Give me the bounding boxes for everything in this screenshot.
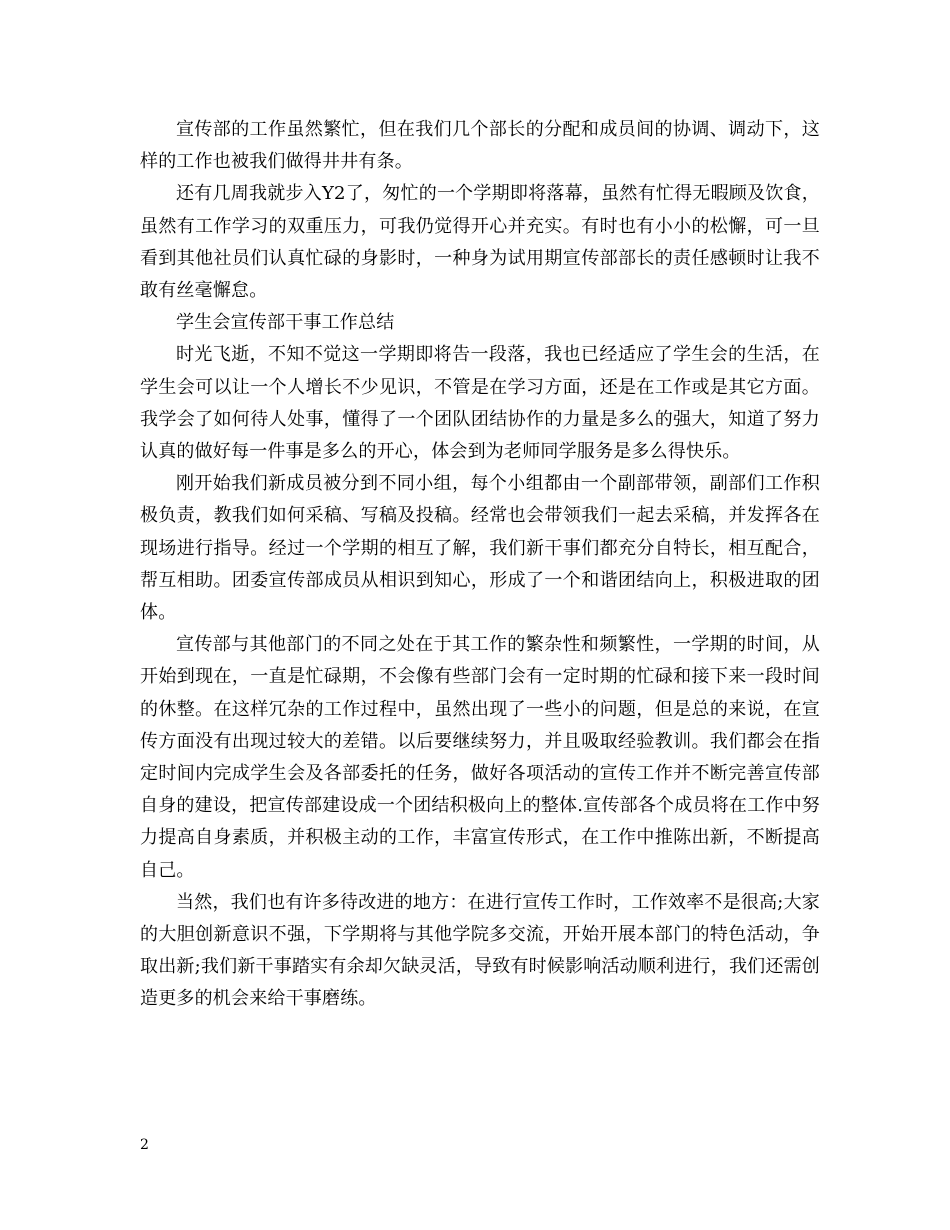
section-heading: 学生会宣传部干事工作总结 [176,312,395,334]
paragraph: 时光飞逝，不知不觉这一学期即将告一段落，我也已经适应了学生会的生活，在学生会可以让一个人增长不少见识，不管是在学习方面，还是在工作或是其它方面。我学会了如何待人处事，懂得了一个团队团结协作的力量是多么的强大，知道了努力认真的做好每一件事是多么的开心，体会到为老师同学服务是多么得快乐。 [140,344,820,463]
paragraph: 刚开始我们新成员被分到不同小组，每个小组都由一个副部带领，副部们工作积极负责，教我们如何采稿、写稿及投稿。经常也会带领我们一起去采稿，并发挥各在现场进行指导。经过一个学期的相互了解，我们新干事们都充分自特长，相互配合，帮互相助。团委宣传部成员从相识到知心，形成了一个和谐团结向上，积极进取的团体。 [140,473,820,624]
paragraph: 还有几周我就步入Y2了，匆忙的一个学期即将落幕，虽然有忙得无暇顾及饮食，虽然有工作学习的双重压力，可我仍觉得开心并充实。有时也有小小的松懈，可一旦看到其他社员们认真忙碌的身影时，一种身为试用期宣传部部长的责任感顿时让我不敢有丝毫懈怠。 [140,183,820,302]
document-body [140,114,820,1016]
paragraph: 当然，我们也有许多待改进的地方：在进行宣传工作时，工作效率不是很高;大家的大胆创新意识不强，下学期将与其他学院多交流，开始开展本部门的特色活动，争取出新;我们新干事踏实有余却欠缺灵活，导致有时候影响活动顺利进行，我们还需创造更多的机会来给干事磨练。 [140,891,820,1010]
page-number: 2 [140,1137,149,1153]
paragraph: 宣传部与其他部门的不同之处在于其工作的繁杂性和频繁性，一学期的时间，从开始到现在，一直是忙碌期，不会像有些部门会有一定时期的忙碌和接下来一段时间的休整。在这样冗杂的工作过程中，虽然出现了一些小的问题，但是总的来说，在宣传方面没有出现过较大的差错。以后要继续努力，并且吸取经验教训。我们都会在指定时间内完成学生会及各部委托的任务，做好各项活动的宣传工作并不断完善宣传部自身的建设，把宣传部建设成一个团结积极向上的整体.宣传部各个成员将在工作中努力提高自身素质，并积极主动的工作，丰富宣传形式，在工作中推陈出新，不断提高自己。 [140,634,820,881]
paragraph: 宣传部的工作虽然繁忙，但在我们几个部长的分配和成员间的协调、调动下，这样的工作也被我们做得井井有条。 [140,119,820,173]
